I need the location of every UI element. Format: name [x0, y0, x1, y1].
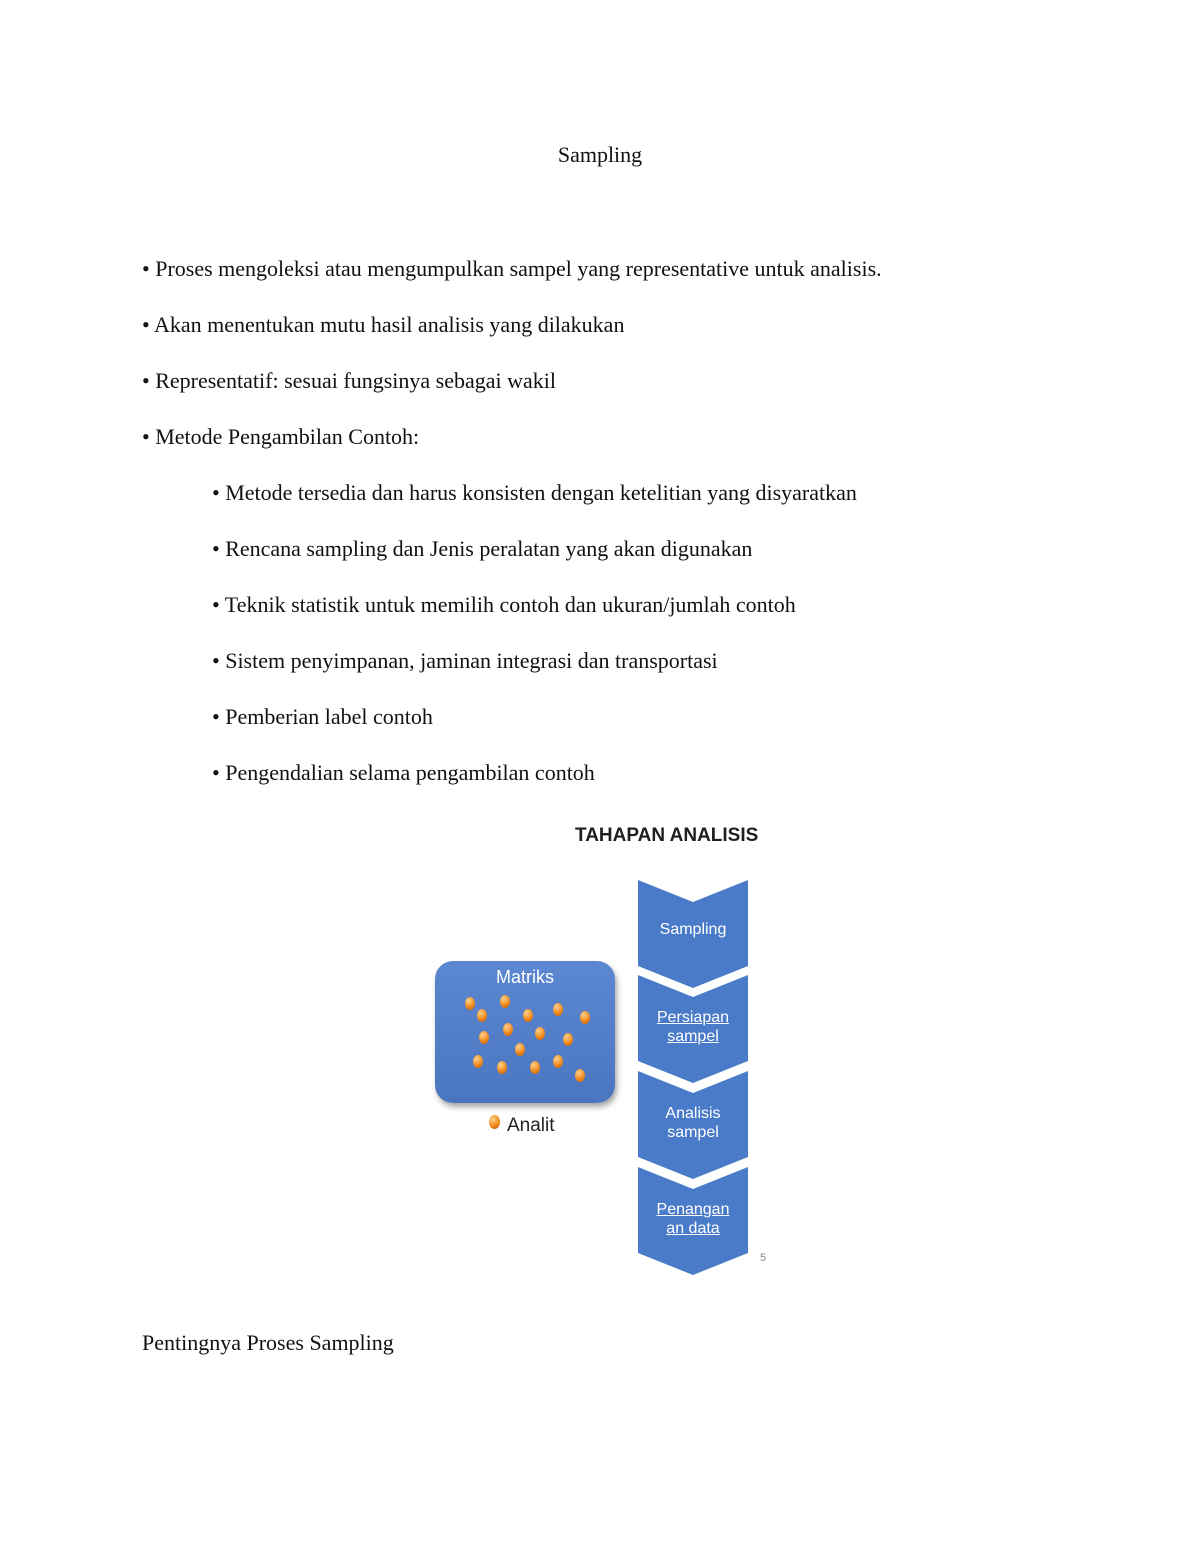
analyte-dot: [465, 997, 475, 1010]
analyte-dot: [503, 1023, 513, 1036]
bullet-item: • Metode Pengambilan Contoh:: [142, 424, 420, 449]
sub-bullet-item: • Rencana sampling dan Jenis peralatan yang akan digunakan: [212, 536, 753, 561]
analyte-dot: [575, 1069, 585, 1082]
slide-number: 5: [760, 1252, 767, 1264]
analyte-dot: [497, 1061, 507, 1074]
step-label: Persiapan: [656, 1009, 730, 1026]
step-label: Sampling: [659, 921, 727, 938]
analyte-dot: [553, 1055, 563, 1068]
analyte-dot: [530, 1061, 540, 1074]
analysis-stages-figure: [425, 815, 780, 1295]
step-label: sampel: [667, 1028, 719, 1045]
bullet-item: • Akan menentukan mutu hasil analisis yang dilakukan: [142, 312, 625, 337]
sub-bullet-item: • Sistem penyimpanan, jaminan integrasi dan transportasi: [212, 648, 718, 673]
analyte-dot: [479, 1031, 489, 1044]
analyte-dot: [477, 1009, 487, 1022]
sub-bullet-item: • Metode tersedia dan harus konsisten dengan ketelitian yang disyaratkan: [212, 480, 857, 505]
bullet-item: • Representatif: sesuai fungsinya sebagai wakil: [142, 368, 556, 393]
step-label: sampel: [667, 1124, 719, 1141]
bullet-item: • Proses mengoleksi atau mengumpulkan sampel yang representative untuk analisis.: [142, 256, 882, 281]
sub-bullet-item: • Pengendalian selama pengambilan contoh: [212, 760, 595, 785]
sub-bullet-item: • Teknik statistik untuk memilih contoh dan ukuran/jumlah contoh: [212, 592, 796, 617]
analyte-legend-icon: [489, 1115, 500, 1129]
analyte-dot: [580, 1011, 590, 1024]
analyte-dot: [515, 1043, 525, 1056]
step-label: Analisis: [665, 1105, 721, 1122]
figure-title: TAHAPAN ANALISIS: [575, 825, 759, 846]
analyte-dot: [473, 1055, 483, 1068]
step-chevron-sampling: [638, 880, 748, 990]
step-chevron-penanganan: [638, 1167, 748, 1277]
analyte-dot: [523, 1009, 533, 1022]
step-label: Penangan: [656, 1201, 730, 1218]
step-chevron-analisis: [638, 1071, 748, 1181]
document-title: Sampling: [557, 142, 643, 167]
sub-bullet-item: • Pemberian label contoh: [212, 704, 433, 729]
analyte-dot: [535, 1027, 545, 1040]
analyte-dot: [500, 995, 510, 1008]
matrix-label: Matriks: [496, 967, 554, 987]
legend-label: Analit: [507, 1115, 555, 1136]
section-heading: Pentingnya Proses Sampling: [142, 1330, 394, 1355]
analyte-dot: [563, 1033, 573, 1046]
matrix-box: [435, 961, 615, 1103]
step-chevron-persiapan: [638, 975, 748, 1085]
analyte-dot: [553, 1003, 563, 1016]
step-label: an data: [666, 1220, 720, 1237]
